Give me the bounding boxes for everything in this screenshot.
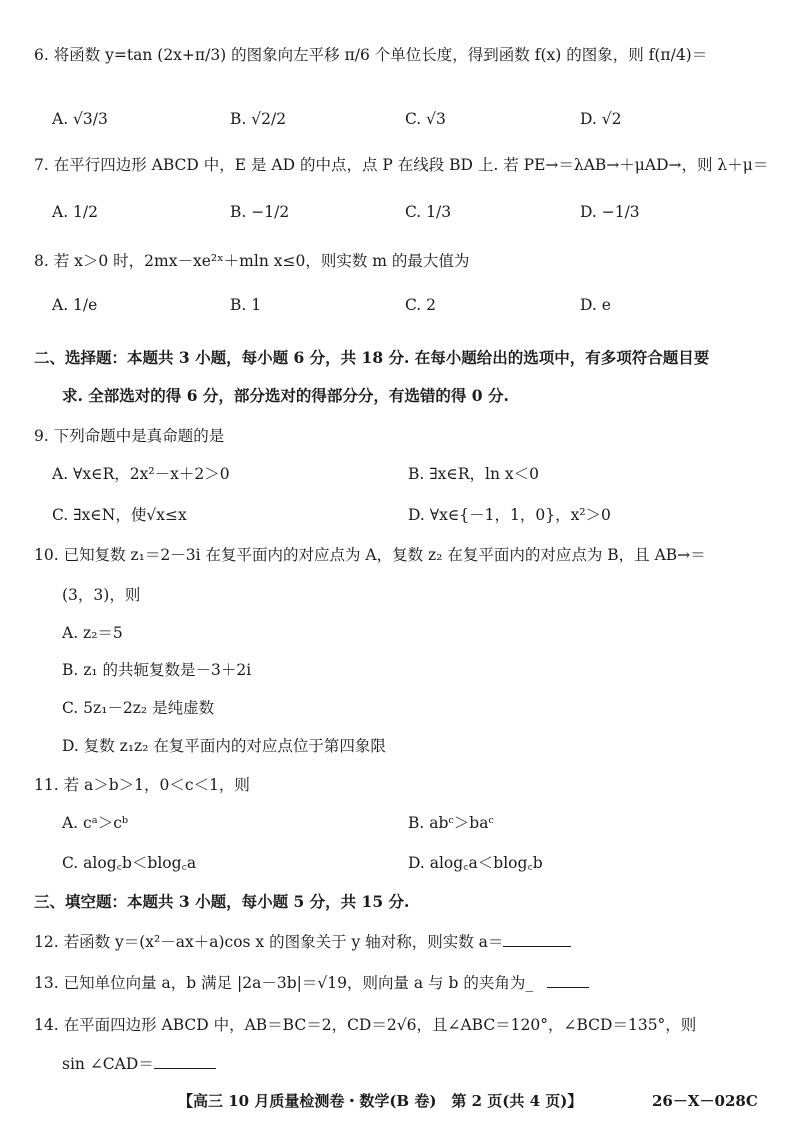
answer-blank[interactable] — [547, 973, 589, 988]
question-9-option-c: C. ∃x∈N，使√x≤x — [52, 506, 187, 524]
question-9-option-b: B. ∃x∈R，ln x＜0 — [408, 465, 540, 483]
question-14-stem-continued — [62, 1052, 216, 1074]
question-10-option-d: D. 复数 z₁z₂ 在复平面内的对应点位于第四象限 — [62, 737, 386, 755]
section-3-heading: 三、填空题：本题共 3 小题，每小题 5 分，共 15 分. — [34, 892, 410, 911]
question-13-text: 13. 已知单位向量 a，b 满足 |2a－3b|＝√19，则向量 a 与 b 的夹角为_ — [34, 974, 534, 992]
page-footer — [0, 1090, 800, 1120]
question-10-stem-continued: (3，3)，则 — [62, 586, 141, 604]
question-13-stem — [34, 971, 589, 993]
question-6-stem: 6. 将函数 y=tan (2x+π/3) 的图象向左平移 π/6 个单位长度，得到函数 f(x) 的图象，则 f(π/4)＝ — [34, 46, 708, 64]
question-7-stem: 7. 在平行四边形 ABCD 中，E 是 AD 的中点，点 P 在线段 BD 上. 若 PE→＝λAB→＋μAD→，则 λ＋μ＝ — [34, 156, 769, 174]
question-7-option-b: B. −1/2 — [230, 203, 290, 221]
footer-title: 【高三 10 月质量检测卷・数学(B 卷) 第 2 页(共 4 页)】 — [178, 1092, 583, 1110]
question-12-stem — [34, 930, 571, 952]
question-14-text: sin ∠CAD＝ — [62, 1055, 154, 1073]
question-8-option-b: B. 1 — [230, 296, 262, 314]
question-8-stem: 8. 若 x＞0 时，2mx－xe²ˣ＋mln x≤0，则实数 m 的最大值为 — [34, 252, 470, 270]
question-8-option-d: D. e — [580, 296, 611, 314]
question-10-option-c: C. 5z₁－2z₂ 是纯虚数 — [62, 699, 215, 717]
question-11-option-b: B. abᶜ＞baᶜ — [408, 814, 494, 832]
question-6-option-a: A. √3/3 — [52, 110, 108, 128]
footer-code: 26－X－028C — [652, 1092, 758, 1110]
question-9-stem: 9. 下列命题中是真命题的是 — [34, 427, 225, 445]
question-6-option-d: D. √2 — [580, 110, 622, 128]
section-2-heading: 二、选择题：本题共 3 小题，每小题 6 分，共 18 分. 在每小题给出的选项中，有多项符合题目要 — [34, 348, 710, 367]
question-7-option-a: A. 1/2 — [52, 203, 98, 221]
question-7-option-c: C. 1/3 — [405, 203, 452, 221]
question-10-stem: 10. 已知复数 z₁＝2－3i 在复平面内的对应点为 A，复数 z₂ 在复平面内的对应点为 B，且 AB→＝ — [34, 546, 706, 564]
question-11-stem: 11. 若 a＞b＞1，0＜c＜1，则 — [34, 776, 250, 794]
question-12-text: 12. 若函数 y＝(x²－ax＋a)cos x 的图象关于 y 轴对称，则实数 a＝ — [34, 933, 504, 951]
question-10-option-a: A. z₂＝5 — [62, 624, 123, 642]
question-6-option-c: C. √3 — [405, 110, 446, 128]
question-11-option-c: C. alog꜀b＜blog꜀a — [62, 854, 197, 872]
question-14-stem: 14. 在平面四边形 ABCD 中，AB＝BC＝2，CD＝2√6，且∠ABC＝120°，∠BCD＝135°，则 — [34, 1016, 697, 1034]
section-2-instructions: 求. 全部选对的得 6 分，部分选对的得部分分，有选错的得 0 分. — [62, 386, 509, 405]
question-8-option-a: A. 1/e — [52, 296, 98, 314]
question-8-option-c: C. 2 — [405, 296, 437, 314]
answer-blank[interactable] — [503, 932, 571, 947]
question-9-option-a: A. ∀x∈R，2x²－x＋2＞0 — [52, 465, 230, 483]
question-11-option-a: A. cᵃ＞cᵇ — [62, 814, 129, 832]
answer-blank[interactable] — [154, 1054, 216, 1069]
question-7-option-d: D. −1/3 — [580, 203, 640, 221]
question-9-option-d: D. ∀x∈{－1，1，0}，x²＞0 — [408, 506, 611, 524]
question-11-option-d: D. alog꜀a＜blog꜀b — [408, 854, 543, 872]
question-10-option-b: B. z₁ 的共轭复数是－3＋2i — [62, 661, 252, 679]
question-6-option-b: B. √2/2 — [230, 110, 287, 128]
